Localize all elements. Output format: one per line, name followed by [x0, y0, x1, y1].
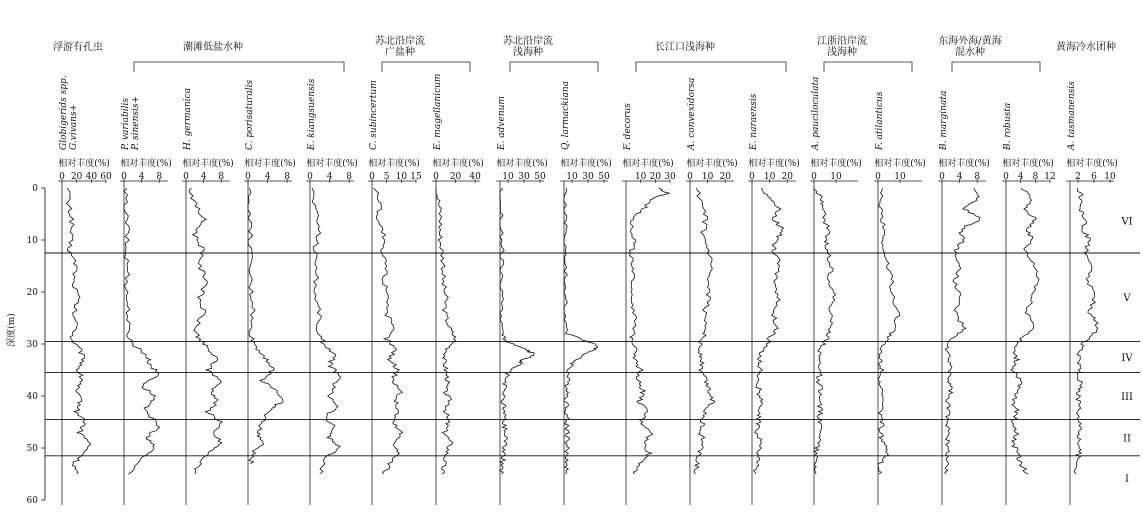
series-line: [436, 188, 456, 474]
unit-label: 相对丰度(%): [560, 159, 612, 169]
x-tick-label: 50: [534, 172, 546, 182]
zone-label: IV: [1121, 353, 1133, 364]
x-tick-label: 50: [598, 172, 610, 182]
species-label: C. porisaturalis: [245, 79, 255, 150]
unit-label: 相对丰度(%): [120, 159, 172, 169]
x-tick-label: 0: [433, 172, 439, 182]
series-line: [754, 188, 784, 474]
y-tick-label: 20: [26, 288, 38, 298]
x-tick-label: 0: [183, 172, 189, 182]
x-tick-label: 0: [749, 172, 755, 182]
unit-label: 相对丰度(%): [182, 159, 234, 169]
group-bracket: [510, 62, 598, 72]
x-tick-label: 4: [1017, 172, 1024, 182]
group-label: 混水种: [955, 47, 985, 58]
x-tick-label: 8: [346, 172, 352, 182]
x-tick-label: 10: [701, 172, 714, 182]
zone-label: VI: [1121, 216, 1133, 228]
series-line: [67, 188, 91, 474]
group-label: 浅海种: [513, 47, 543, 58]
unit-label: 相对丰度(%): [810, 159, 862, 169]
x-tick-label: 4: [138, 172, 145, 182]
species-label: C. subincertum: [369, 80, 379, 150]
group-label: 东海外海/黄海: [938, 36, 1002, 47]
series-line: [629, 188, 669, 474]
x-tick-label: 15: [410, 172, 422, 182]
series-line: [694, 188, 715, 474]
x-tick-label: 6: [1091, 172, 1097, 182]
group-label: 广盐种: [385, 47, 415, 58]
x-tick-label: 40: [469, 172, 481, 182]
x-tick-label: 20: [781, 172, 793, 182]
y-tick-label: 40: [26, 392, 38, 402]
x-tick-label: 8: [156, 172, 163, 182]
x-tick-label: 0: [875, 172, 881, 182]
y-tick-label: 50: [26, 444, 38, 454]
species-label: P. variabilis: [121, 98, 131, 150]
unit-label: 相对丰度(%): [368, 159, 420, 169]
series-line: [189, 188, 222, 474]
species-label: E. kiangsuensis: [307, 78, 317, 150]
x-tick-label: 40: [85, 172, 98, 182]
x-tick-label: 0: [811, 172, 817, 182]
species-label: Q. larmackiana: [561, 81, 571, 150]
y-tick-label: 10: [26, 236, 38, 246]
unit-label: 相对丰度(%): [938, 159, 990, 169]
group-label: 浅海种: [827, 47, 857, 58]
x-tick-label: 10: [502, 172, 514, 182]
unit-label: 相对丰度(%): [874, 159, 926, 169]
y-tick-label: 60: [26, 496, 38, 506]
group-bracket: [952, 62, 1040, 72]
group-label: 长江口浅海种: [655, 42, 715, 53]
y-tick-label: 30: [26, 340, 38, 350]
species-label: A. tasmanensis: [1067, 81, 1077, 150]
zone-label: I: [1125, 473, 1129, 485]
unit-label: 相对丰度(%): [306, 159, 358, 169]
species-label: P. sinensis+: [131, 95, 141, 150]
series-line: [374, 188, 403, 474]
unit-label: 相对丰度(%): [58, 159, 110, 169]
unit-label: 相对丰度(%): [432, 159, 484, 169]
x-tick-label: 20: [649, 172, 662, 182]
series-line: [124, 188, 160, 474]
x-tick-label: 0: [121, 172, 127, 182]
x-tick-label: 10: [894, 172, 906, 182]
x-tick-label: 10: [634, 172, 647, 182]
group-label: 苏北沿岸流: [503, 36, 553, 47]
x-tick-label: 4: [264, 172, 271, 182]
y-axis-label: 深度(m): [7, 313, 17, 347]
x-tick-label: 12: [1044, 172, 1056, 182]
x-tick-label: 30: [664, 172, 676, 182]
x-tick-label: 8: [1032, 172, 1039, 182]
x-tick-label: 60: [100, 172, 112, 182]
group-bracket: [134, 62, 344, 72]
unit-label: 相对丰度(%): [1066, 159, 1118, 169]
x-tick-label: 10: [763, 172, 776, 182]
series-line: [945, 188, 980, 474]
x-tick-label: 10: [1104, 172, 1116, 182]
species-label: H. germanica: [183, 88, 193, 150]
x-tick-label: 0: [245, 172, 251, 182]
species-label: B. marginata: [939, 90, 949, 150]
zone-label: V: [1123, 293, 1131, 305]
x-tick-label: 2: [1075, 172, 1081, 182]
unit-label: 相对丰度(%): [686, 159, 738, 169]
zone-label: II: [1123, 433, 1131, 445]
series-line: [1074, 188, 1098, 474]
group-bracket: [636, 62, 786, 72]
group-bracket: [824, 62, 912, 72]
x-tick-label: 10: [830, 172, 842, 182]
x-tick-label: 0: [59, 172, 65, 182]
x-tick-label: 30: [518, 172, 530, 182]
x-tick-label: 10: [395, 172, 408, 182]
species-label: E. advenum: [497, 96, 507, 150]
x-tick-label: 30: [582, 172, 594, 182]
group-bracket: [382, 62, 470, 72]
species-label: F. atilanticus: [875, 91, 885, 150]
species-label: A. pauciloculata: [811, 76, 821, 150]
species-label: E. naraensis: [749, 93, 759, 150]
x-tick-label: 0: [307, 172, 313, 182]
x-tick-label: 0: [1003, 172, 1009, 182]
x-tick-label: 0: [369, 172, 375, 182]
series-line: [248, 188, 283, 464]
x-tick-label: 8: [218, 172, 225, 182]
group-label: 苏北沿岸流: [375, 36, 425, 47]
unit-label: 相对丰度(%): [748, 159, 800, 169]
unit-label: 相对丰度(%): [622, 159, 674, 169]
series-line: [878, 188, 900, 474]
series-line: [1011, 188, 1039, 474]
x-tick-label: 8: [974, 172, 981, 182]
group-label: 黄海冷水团种: [1056, 42, 1116, 53]
x-tick-label: 5: [383, 172, 390, 182]
x-tick-label: 0: [687, 172, 693, 182]
zone-label: III: [1121, 392, 1133, 403]
series-line: [312, 188, 341, 474]
x-tick-label: 4: [956, 172, 963, 182]
series-line: [564, 188, 598, 474]
x-tick-label: 4: [200, 172, 207, 182]
x-tick-label: 0: [939, 172, 945, 182]
unit-label: 相对丰度(%): [1002, 159, 1054, 169]
unit-label: 相对丰度(%): [244, 159, 296, 169]
species-label: Globigerids spp.: [59, 75, 69, 150]
species-label: F. decorus: [623, 103, 633, 150]
series-line: [500, 188, 534, 474]
x-tick-label: 8: [284, 172, 290, 182]
group-label: 江浙沿岸流: [817, 36, 867, 47]
species-label: G.vivans+: [69, 103, 79, 150]
species-label: B. robusta: [1003, 102, 1013, 150]
x-tick-label: 20: [70, 172, 83, 182]
y-tick-label: 0: [32, 184, 38, 194]
species-label: A. convexidorsa: [687, 77, 697, 150]
group-label: 潮滩低盐水种: [183, 42, 243, 53]
x-tick-label: 4: [326, 172, 333, 182]
species-label: E. magellanicum: [433, 73, 443, 150]
unit-label: 相对丰度(%): [496, 159, 548, 169]
x-tick-label: 10: [566, 172, 578, 182]
group-label: 浮游有孔虫: [53, 42, 103, 53]
x-tick-label: 20: [449, 172, 462, 182]
x-tick-label: 20: [719, 172, 731, 182]
series-line: [814, 188, 836, 474]
